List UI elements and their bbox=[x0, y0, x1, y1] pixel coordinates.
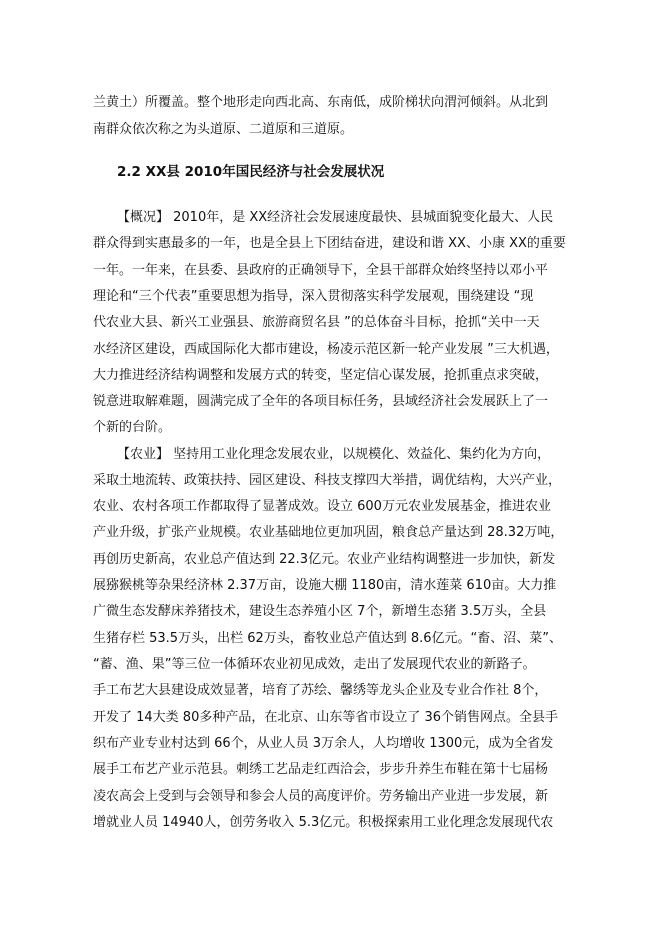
overview-line-5: 代农业大县、新兴工业强县、旅游商贸名县 ”的总体奋斗目标，抢抓“关中一天 bbox=[93, 315, 540, 330]
overview-line-9: 个新的台阶。 bbox=[93, 420, 172, 435]
overview-line-2: 群众得到实惠最多的一年，也是全县上下团结奋进，建设和谐 XX、小康 XX的重要 bbox=[93, 236, 566, 251]
agriculture-line-14: 凌农高会上受到与会领导和参会人员的高度评价。劳务输出产业进一步发展，新 bbox=[93, 789, 549, 804]
agriculture-line-5: 再创历史新高，农业总产值达到 22.3亿元。农业产业结构调整进一步加快，新发 bbox=[93, 552, 556, 567]
agriculture-line-9: “蓄、渔、果”等三位一体循环农业初见成效，走出了发展现代农业的新路子。 bbox=[93, 657, 536, 672]
overview-line-1: 【概况】 2010年，是 XX经济社会发展速度最快、县城面貌变化最大、人民 bbox=[117, 210, 554, 225]
section-heading: 2.2 XX县 2010年国民经济与社会发展状况 bbox=[117, 164, 385, 180]
intro-line-2: 南群众依次称之为头道原、二道原和三道原。 bbox=[93, 122, 354, 137]
agriculture-line-2: 采取土地流转、政策扶持、园区建设、科技支撑四大举措，调优结构，大兴产业， bbox=[93, 473, 562, 488]
agriculture-line-6: 展猕猴桃等杂果经济林 2.37万亩，设施大棚 1180亩，清水莲菜 610亩。大力推 bbox=[93, 578, 557, 593]
overview-line-3: 一年。一年来，在县委、县政府的正确领导下，全县干部群众始终坚持以邓小平 bbox=[93, 263, 549, 278]
agriculture-line-11: 开发了 14大类 80多种产品，在北京、山东等省市设立了 36个销售网点。全县手 bbox=[93, 710, 559, 725]
intro-line-1: 兰黄土）所覆盖。整个地形走向西北高、东南低，成阶梯状向渭河倾斜。从北到 bbox=[93, 95, 549, 110]
agriculture-line-12: 织布产业专业村达到 66个，从业人员 3万余人，人均增收 1300元，成为全省发 bbox=[93, 736, 554, 751]
overview-line-8: 锐意进取解难题，圆满完成了全年的各项目标任务，县域经济社会发展跃上了一 bbox=[93, 394, 549, 409]
overview-line-6: 水经济区建设，西咸国际化大都市建设，杨凌示范区新一轮产业发展 ”三大机遇， bbox=[93, 342, 559, 357]
agriculture-line-15: 增就业人员 14940人，创劳务收入 5.3亿元。积极探索用工业化理念发展现代农 bbox=[93, 815, 554, 830]
agriculture-line-13: 展手工布艺产业示范县。刺绣工艺品走红西洽会，步步升养生布鞋在第十七届杨 bbox=[93, 762, 549, 777]
agriculture-line-4: 产业升级，扩张产业规模。农业基础地位更加巩固，粮食总产量达到 28.32万吨， bbox=[93, 525, 564, 540]
agriculture-line-8: 生猪存栏 53.5万头，出栏 62万头，畜牧业总产值达到 8.6亿元。“畜、沼、菜”、 bbox=[93, 631, 563, 646]
agriculture-line-10: 手工布艺大县建设成效显著，培育了苏绘、馨绣等龙头企业及专业合作社 8个， bbox=[93, 683, 548, 698]
overview-line-7: 大力推进经济结构调整和发展方式的转变，坚定信心谋发展，抢抓重点求突破， bbox=[93, 368, 549, 383]
agriculture-line-3: 农业、农村各项工作都取得了显著成效。设立 600万元农业发展基金，推进农业 bbox=[93, 499, 551, 514]
agriculture-line-7: 广微生态发酵床养猪技术，建设生态养殖小区 7个，新增生态猪 3.5万头，全县 bbox=[93, 604, 547, 619]
agriculture-line-1: 【农业】 坚持用工业化理念发展农业，以规模化、效益化、集约化为方向， bbox=[117, 447, 551, 462]
overview-line-4: 理论和“三个代表”重要思想为指导，深入贯彻落实科学发展观，围绕建设 “现 bbox=[93, 289, 534, 304]
